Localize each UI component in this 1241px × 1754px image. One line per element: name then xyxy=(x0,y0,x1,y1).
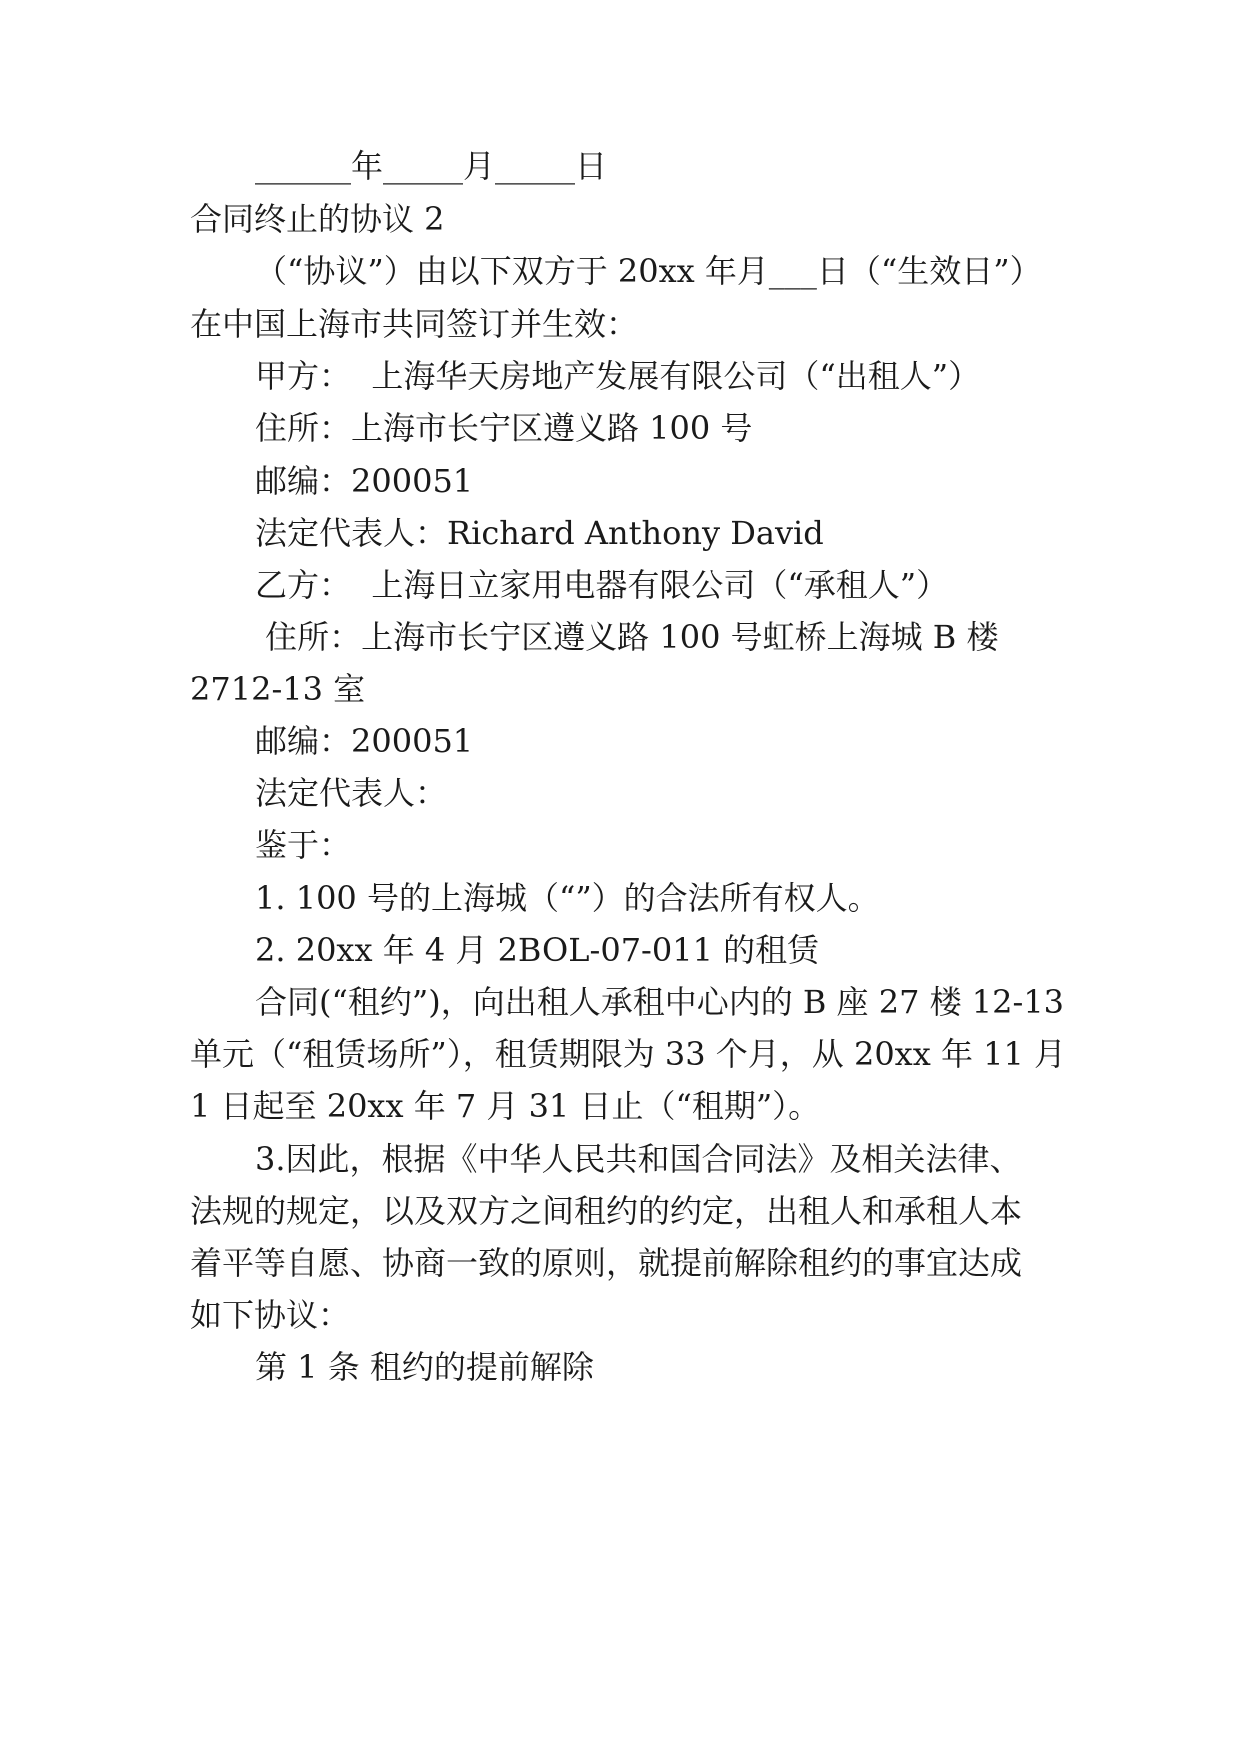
intro-line-2: 在中国上海市共同签订并生效： xyxy=(190,305,639,343)
article-1-heading: 第 1 条 租约的提前解除 xyxy=(255,1348,594,1386)
whereas-item-1: 1. 100 号的上海城（“”）的合法所有权人。 xyxy=(255,879,880,917)
party-b-postcode: 邮编：200051 xyxy=(255,722,474,760)
party-a-address: 住所：上海市长宁区遵义路 100 号 xyxy=(255,409,753,447)
party-b-representative: 法定代表人： xyxy=(255,774,448,812)
whereas-item-2-cont-3: 1 日起至 20xx 年 7 月 31 日止（“租期”）。 xyxy=(190,1087,821,1125)
party-b-address-line-2: 2712-13 室 xyxy=(190,670,366,708)
party-a-name: 甲方： 上海华天房地产发展有限公司（“出租人”） xyxy=(255,357,981,395)
whereas-item-2: 2. 20xx 年 4 月 2BOL-07-011 的租赁 xyxy=(255,931,820,969)
party-a-representative: 法定代表人：Richard Anthony David xyxy=(255,514,824,552)
party-b-address-line-1: 住所：上海市长宁区遵义路 100 号虹桥上海城 B 楼 xyxy=(255,618,999,656)
party-a-postcode: 邮编：200051 xyxy=(255,462,474,500)
party-b-name: 乙方： 上海日立家用电器有限公司（“承租人”） xyxy=(255,566,949,604)
whereas-item-3-line-3: 着平等自愿、协商一致的原则，就提前解除租约的事宜达成 xyxy=(190,1244,1023,1282)
whereas-item-3-line-4: 如下协议： xyxy=(190,1296,351,1334)
whereas-item-3-line-1: 3.因此，根据《中华人民共和国合同法》及相关法律、 xyxy=(255,1140,1022,1178)
document-title: 合同终止的协议 2 xyxy=(190,200,445,238)
date-line: ______年_____月_____日 xyxy=(255,147,608,185)
whereas-item-2-cont-2: 单元（“租赁场所”），租赁期限为 33 个月，从 20xx 年 11 月 xyxy=(190,1035,1067,1073)
whereas-item-3-line-2: 法规的规定，以及双方之间租约的约定，出租人和承租人本 xyxy=(190,1192,1023,1230)
whereas-item-2-cont-1: 合同(“租约”)，向出租人承租中心内的 B 座 27 楼 12-13 xyxy=(255,983,1065,1021)
intro-line-1: （“协议”）由以下双方于 20xx 年月___日（“生效日”） xyxy=(255,252,1042,290)
whereas-heading: 鉴于： xyxy=(255,826,352,864)
